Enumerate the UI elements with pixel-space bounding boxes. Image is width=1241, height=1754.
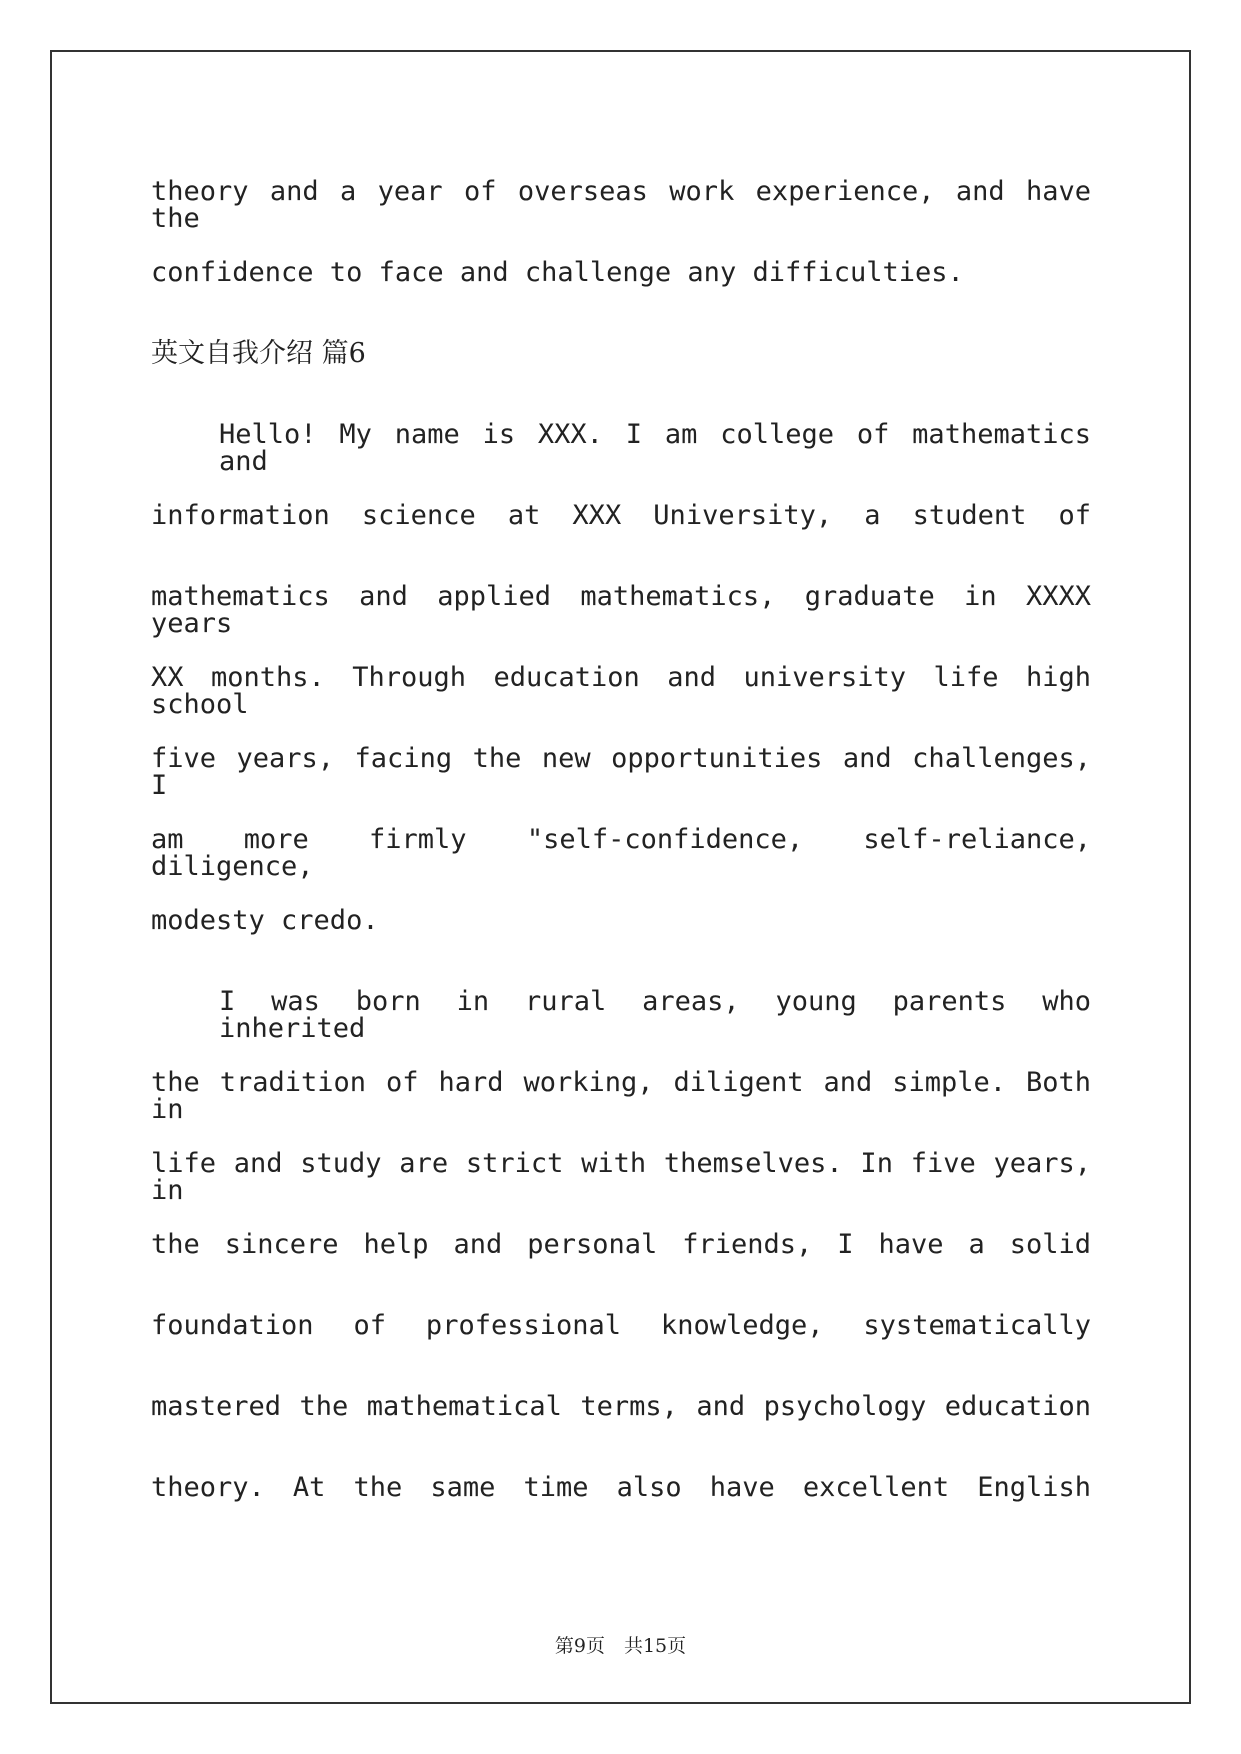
body-text-line: information science at XXX University, a student of bbox=[151, 500, 1091, 531]
body-text-line: am more firmly "self-confidence, self-reliance, diligence, bbox=[151, 824, 1091, 882]
body-text-line: the sincere help and personal friends, I have a solid bbox=[151, 1229, 1091, 1260]
body-text-line: XX months. Through education and university life high school bbox=[151, 662, 1091, 720]
page-number-footer: 第9页 共15页 bbox=[554, 1635, 687, 1657]
body-text-line: five years, facing the new opportunities and challenges, I bbox=[151, 743, 1091, 801]
body-text-line: modesty credo. bbox=[151, 905, 379, 936]
body-text-line: life and study are strict with themselves. In five years, in bbox=[151, 1148, 1091, 1206]
body-text-line: theory and a year of overseas work experience, and have the bbox=[151, 176, 1091, 234]
body-text-line: the tradition of hard working, diligent and simple. Both in bbox=[151, 1067, 1091, 1125]
body-text-line: Hello! My name is XXX. I am college of mathematics and bbox=[219, 419, 1091, 477]
body-text-line: I was born in rural areas, young parents who inherited bbox=[219, 986, 1091, 1044]
body-text-line: mathematics and applied mathematics, graduate in XXXX years bbox=[151, 581, 1091, 639]
body-text-line: confidence to face and challenge any difficulties. bbox=[151, 257, 964, 288]
section-heading: 英文自我介绍 篇6 bbox=[151, 338, 366, 369]
body-text-line: foundation of professional knowledge, systematically bbox=[151, 1310, 1091, 1341]
body-text-line: mastered the mathematical terms, and psychology education bbox=[151, 1391, 1091, 1422]
body-text-line: theory. At the same time also have excellent English bbox=[151, 1472, 1091, 1503]
